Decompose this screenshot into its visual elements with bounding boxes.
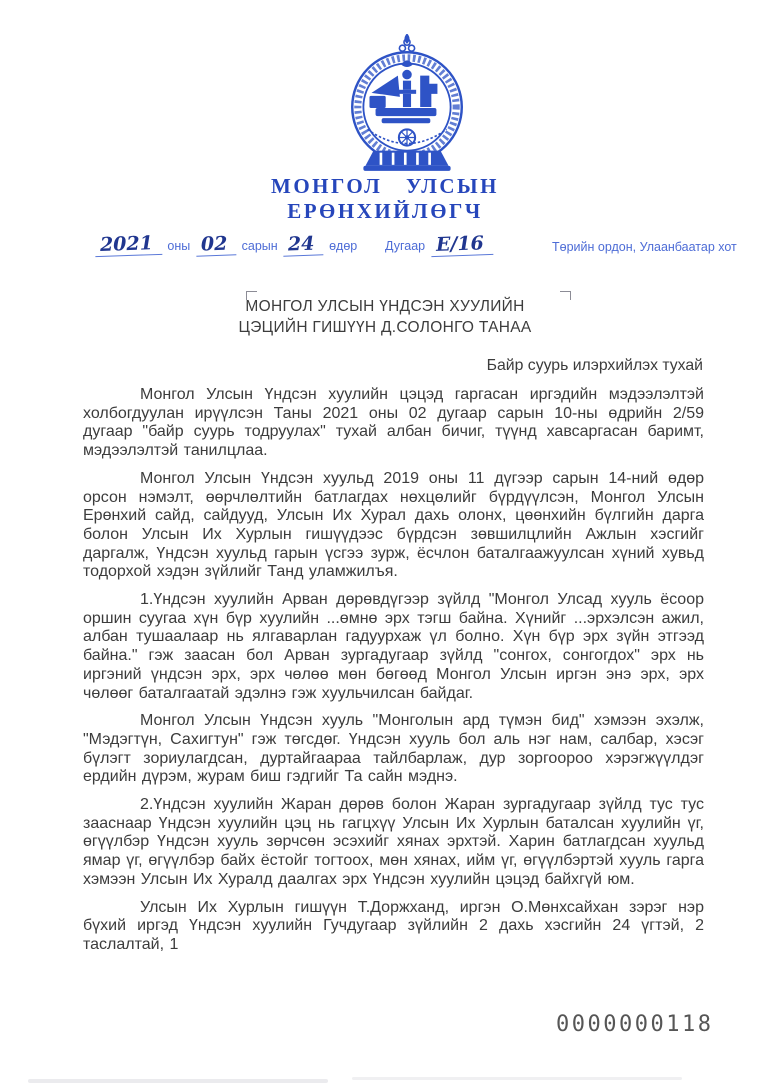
paragraph-6: Улсын Их Хурлын гишүүн Т.Доржханд, иргэн О.Мөнхсайхан зэрэг нэр бүхий иргэд Үндсэн хуулийн Гучдугаар зүйлийн 2 дахь хэсгийн 24 үгтэй, 2 таслалтай, 1 [83,898,704,953]
document-number [383,234,493,256]
paragraph-1: Монгол Улсын Үндсэн хуулийн цэцэд гаргасан иргэдийн мэдээлэлтэй холбогдуулан ирүүлсэн Таны 2021 оны 02 дугаар сарын 10-ны өдрийн 2/59 дугаар "байр суурь тодруулах" тухай албан бичиг, түүнд хавсаргасан баримт, мэдээлэлтэй танилцлаа. [83,386,704,460]
paragraph-4: Монгол Улсын Үндсэн хууль "Монголын ард түмэн бид" хэмээн эхэлж, "Мэдэгтүн, Сахигтун" гэж төгсдөг. Үндсэн хууль бол аль нэг нам, салбар, хэсэг бүлэгт зориулагдсан, дуртайгаараа тайлбарлаж, дур зоргоороо хэрэгжүүлдэг ердийн дүрэм, журам биш гэдгийг Та сайн мэднэ. [83,712,704,786]
handwritten-number: Е/16 [430,233,493,257]
recipient-line1: МОНГОЛ УЛСЫН ҮНДСЭН ХУУЛИЙН [245,298,525,315]
date-fields [95,234,359,256]
number-label: Дугаар [385,239,426,253]
recipient-block [0,296,770,338]
serial-number: 0000000118 [556,1012,714,1037]
dateline [0,228,770,262]
org-name-line2: ЕРӨНХИЙЛӨГЧ [287,199,483,223]
handwritten-month: 02 [195,233,236,256]
paragraph-2: Монгол Улсын Үндсэн хуульд 2019 оны 11 дүгээр сарын 14-ний өдөр орсон нэмэлт, өөрчлөлтийн батлагдах нөхцөлийг бүрдүүлсэн, Монгол Улсын Ерөнхий сайд, сайдууд, Улсын Их Хурал дахь олонх, цөөнхийн бүлгийн дарга болон Улсын Их Хурлын гишүүдээс бүрдсэн зөвшилцлийн Ажлын хэсгийг даргалж, Үндсэн хуульд гарын үсгээ зурж, ёсчлон баталгаажуулсан хүний хувьд тодорхой хэдэн зүйлийг Танд уламжилъя. [83,469,704,581]
letter-body [83,386,704,964]
day-label: өдөр [329,239,358,253]
place-label: Төрийн ордон, Улаанбаатар хот [552,240,737,254]
mongolia-state-emblem-icon [341,34,473,176]
scan-artifact [28,1079,328,1083]
paragraph-5: 2.Үндсэн хуулийн Жаран дөрөв болон Жаран зургадугаар зүйлд тус тус зааснаар Үндсэн хуулийн цэц нь гагцхүү Улсын Их Хурлын баталсан хуулийн үг, өгүүлбэр Үндсэн хууль зөрчсөн эсэхийг хянах эрхтэй. Харин батлагдсан хуульд ямар үг, өгүүлбэр байх ёстойг тогтоох, мөн хянах, ийм үг, өгүүлбэртэй хууль гарга хэмээн Улсын Их Хуралд даалгах эрх Үндсэн хуулийн цэцэд байхгүй юм. [83,796,704,888]
recipient-line2: ЦЭЦИЙН ГИШҮҮН Д.СОЛОНГО ТАНАА [238,319,532,336]
paragraph-3: 1.Үндсэн хуулийн Арван дөрөвдүгээр зүйлд "Монгол Улсад хууль ёсоор оршин суугаа хүн бүр хуулийн ...өмнө эрх тэгш байна. Хүнийг ...эрхэлсэн ажил, албан тушаалаар нь ялгаварлан гадуурхаж үл болно. Хүн бүр эрх зүйн этгээд байна." гэж заасан бол Арван зургадугаар зүйлд "сонгох, сонгогдох" эрх нь иргэний үндсэн эрх, эрх чөлөө мөн бөгөөд Монгол Улсын иргэн энэ эрх, эрх чөлөөг баталгаатай эдэлнэ гэж хуульчилсан байдаг. [83,591,704,702]
handwritten-year: 2021 [95,233,163,257]
org-name-line1: МОНГОЛ УЛСЫН [271,174,499,198]
handwritten-day: 24 [283,233,324,256]
year-label: оны [167,239,191,253]
scan-artifact [352,1077,682,1080]
month-label: сарын [241,239,278,253]
subject-line: Байр суурь илэрхийлэх тухай [486,357,703,374]
